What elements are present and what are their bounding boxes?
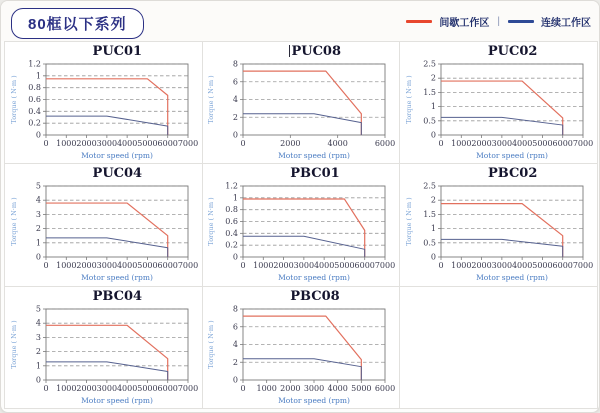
svg-text:6: 6 [233,321,239,331]
svg-text:4000: 4000 [512,139,533,148]
svg-text:2: 2 [233,112,239,122]
svg-text:Motor speed (rpm): Motor speed (rpm) [278,273,351,283]
svg-text:1: 1 [35,360,41,370]
svg-text:6000: 6000 [552,261,574,271]
svg-text:6: 6 [233,77,239,87]
legend [406,14,591,29]
svg-text:6000: 6000 [157,383,178,393]
svg-text:0: 0 [431,130,437,140]
svg-text:6000: 6000 [375,139,396,148]
svg-text:5000: 5000 [137,261,158,271]
chart-title-pbc08 [203,289,400,304]
header [1,1,599,41]
svg-text:0: 0 [233,252,239,262]
svg-text:2: 2 [35,224,41,234]
svg-text:3000: 3000 [96,261,117,271]
chart-title-text: PBC04 [92,288,143,304]
svg-text:4000: 4000 [116,383,138,393]
chart-svg [401,181,596,283]
chart-title-puc04 [5,166,202,181]
svg-text:2000: 2000 [273,261,295,271]
svg-text:3000: 3000 [491,139,513,148]
svg-text:0: 0 [240,383,247,393]
svg-text:1: 1 [35,238,41,248]
svg-text:0.4: 0.4 [28,106,41,116]
svg-text:1000: 1000 [451,139,472,148]
svg-text:1.2: 1.2 [225,181,239,191]
svg-text:0: 0 [233,375,239,385]
svg-text:3000: 3000 [491,261,513,271]
svg-text:7000: 7000 [375,261,396,271]
chart-cell-pbc01 [203,164,400,285]
svg-text:5000: 5000 [532,139,553,148]
svg-text:1: 1 [431,102,437,112]
svg-text:3000: 3000 [304,383,325,393]
svg-text:0.5: 0.5 [423,238,437,248]
svg-text:1000: 1000 [55,383,77,393]
svg-text:8: 8 [233,304,239,314]
svg-text:1000: 1000 [253,261,274,271]
svg-text:Motor speed (rpm): Motor speed (rpm) [80,273,153,283]
chart-svg [401,59,596,161]
svg-text:0.4: 0.4 [225,229,239,239]
svg-text:5000: 5000 [137,139,158,148]
svg-text:0.2: 0.2 [225,240,239,250]
svg-text:0: 0 [240,261,247,271]
svg-text:0.8: 0.8 [225,205,239,215]
svg-text:0.6: 0.6 [28,95,41,104]
svg-text:0: 0 [35,252,41,262]
svg-text:0.5: 0.5 [423,116,437,126]
chart-cell-pbc04 [5,287,202,408]
svg-text:0.6: 0.6 [225,217,239,227]
chart-title-puc01 [5,44,202,59]
svg-text:Motor speed (rpm): Motor speed (rpm) [476,151,549,160]
svg-text:5: 5 [35,304,41,314]
svg-text:0: 0 [438,139,444,148]
svg-text:1000: 1000 [55,261,77,271]
svg-text:4: 4 [35,318,41,328]
svg-text:Torque ( N·m ): Torque ( N·m ) [405,197,414,246]
svg-text:2: 2 [233,357,239,367]
legend-continuous-label: 连续工作区 [541,18,591,29]
chart-cell-puc01 [5,42,202,163]
svg-text:4000: 4000 [327,139,349,148]
svg-text:1: 1 [431,224,437,234]
svg-text:5000: 5000 [532,261,553,271]
svg-text:5000: 5000 [351,383,372,393]
svg-text:Torque ( N·m ): Torque ( N·m ) [207,320,216,369]
chart-title-text: PBC02 [487,166,538,182]
svg-text:Torque ( N·m ): Torque ( N·m ) [9,197,18,246]
svg-text:2000: 2000 [280,139,301,148]
chart-plot-pbc08 [203,304,398,406]
chart-plot-pbc04 [6,304,201,406]
chart-title-puc08 [203,44,400,59]
svg-text:0: 0 [438,261,444,271]
svg-text:1.5: 1.5 [423,87,437,97]
chart-plot-pbc01 [203,181,398,283]
chart-cell-pbc08 [203,287,400,408]
chart-plot-puc01 [6,59,201,161]
svg-text:6000: 6000 [157,261,178,271]
svg-text:4000: 4000 [314,261,335,271]
svg-text:1: 1 [233,193,239,203]
svg-text:2: 2 [35,346,41,356]
chart-svg [6,304,201,406]
chart-title-text: PBC08 [290,288,340,304]
svg-text:3000: 3000 [96,383,117,393]
svg-text:2000: 2000 [76,261,97,271]
chart-title-pbc01 [203,166,400,181]
chart-plot-puc04 [6,181,201,283]
svg-text:0: 0 [240,139,247,148]
svg-text:4: 4 [233,339,239,349]
svg-text:2000: 2000 [471,139,492,148]
svg-text:4: 4 [233,95,239,104]
chart-svg [6,59,201,161]
svg-text:1000: 1000 [55,139,77,148]
page-title: 80框以下系列 [11,8,144,39]
legend-separator: | [497,16,500,27]
svg-text:4000: 4000 [327,383,349,393]
chart-svg [203,181,398,283]
legend-intermittent-line-swatch [406,20,432,23]
svg-text:7000: 7000 [177,261,199,271]
svg-text:6000: 6000 [157,139,178,148]
svg-text:0: 0 [43,139,49,148]
chart-title-text: PUC04 [92,166,143,182]
chart-title-puc02 [400,44,597,59]
legend-continuous-line-swatch [508,20,534,23]
svg-text:5000: 5000 [137,383,158,393]
chart-cell-puc08 [203,42,400,163]
svg-text:7000: 7000 [572,139,594,148]
svg-text:4: 4 [35,196,41,206]
svg-text:0.2: 0.2 [28,118,41,128]
chart-svg [203,304,398,406]
svg-text:Torque ( N·m ): Torque ( N·m ) [207,197,216,246]
charts-grid [4,41,598,409]
svg-text:0: 0 [431,252,437,262]
svg-text:0: 0 [35,375,41,385]
chart-title-pbc02 [400,166,597,181]
legend-intermittent-label: 间歇工作区 [439,18,490,29]
svg-text:6000: 6000 [375,383,396,393]
svg-text:2: 2 [431,196,437,206]
svg-text:1000: 1000 [451,261,472,271]
svg-text:2: 2 [431,73,437,83]
svg-text:3: 3 [35,210,41,220]
chart-plot-pbc02 [401,181,596,283]
svg-text:Torque ( N·m ): Torque ( N·m ) [405,75,414,124]
svg-text:7000: 7000 [572,261,594,271]
svg-text:0: 0 [43,261,49,271]
svg-text:4000: 4000 [116,139,138,148]
chart-title-pbc04 [5,289,202,304]
chart-title-text: PUC02 [487,44,538,59]
chart-svg [203,59,398,161]
svg-text:0: 0 [35,130,41,140]
svg-text:5: 5 [35,181,41,191]
chart-svg [6,181,201,283]
svg-text:Motor speed (rpm): Motor speed (rpm) [80,151,153,160]
chart-title-text: PBC01 [290,166,340,182]
svg-text:Torque ( N·m ): Torque ( N·m ) [207,75,216,124]
chart-cell-pbc02 [400,164,597,285]
svg-text:1: 1 [35,71,41,81]
chart-title-text: PUC01 [92,44,143,59]
svg-text:4000: 4000 [512,261,533,271]
svg-text:3: 3 [35,332,41,342]
svg-text:1.5: 1.5 [423,210,437,220]
svg-text:Motor speed (rpm): Motor speed (rpm) [476,273,549,283]
svg-text:Motor speed (rpm): Motor speed (rpm) [80,395,153,405]
svg-text:7000: 7000 [177,139,199,148]
svg-text:0: 0 [233,130,239,140]
svg-text:4000: 4000 [116,261,138,271]
chart-cell-puc02 [400,42,597,163]
svg-text:2.5: 2.5 [423,59,437,69]
svg-text:Motor speed (rpm): Motor speed (rpm) [278,395,351,405]
svg-text:0.8: 0.8 [28,83,41,93]
chart-plot-puc08 [203,59,398,161]
chart-plot-puc02 [401,59,596,161]
chart-title-text: PUC08 [291,44,342,59]
svg-text:3000: 3000 [96,139,117,148]
svg-text:8: 8 [233,59,239,69]
svg-text:6000: 6000 [552,139,574,148]
svg-text:1000: 1000 [256,383,278,393]
chart-cell-puc04 [5,164,202,285]
svg-text:7000: 7000 [177,383,199,393]
svg-text:0: 0 [43,383,49,393]
svg-text:2000: 2000 [280,383,301,393]
svg-text:Motor speed (rpm): Motor speed (rpm) [278,151,351,160]
svg-text:2000: 2000 [76,139,97,148]
svg-text:Torque ( N·m ): Torque ( N·m ) [9,75,18,124]
empty-cell [400,287,597,408]
svg-text:2.5: 2.5 [423,181,437,191]
svg-text:1.2: 1.2 [28,59,41,69]
svg-text:3000: 3000 [294,261,315,271]
svg-text:Torque ( N·m ): Torque ( N·m ) [9,320,18,369]
svg-text:5000: 5000 [334,261,356,271]
svg-text:2000: 2000 [471,261,492,271]
svg-text:6000: 6000 [355,261,376,271]
svg-text:2000: 2000 [76,383,97,393]
